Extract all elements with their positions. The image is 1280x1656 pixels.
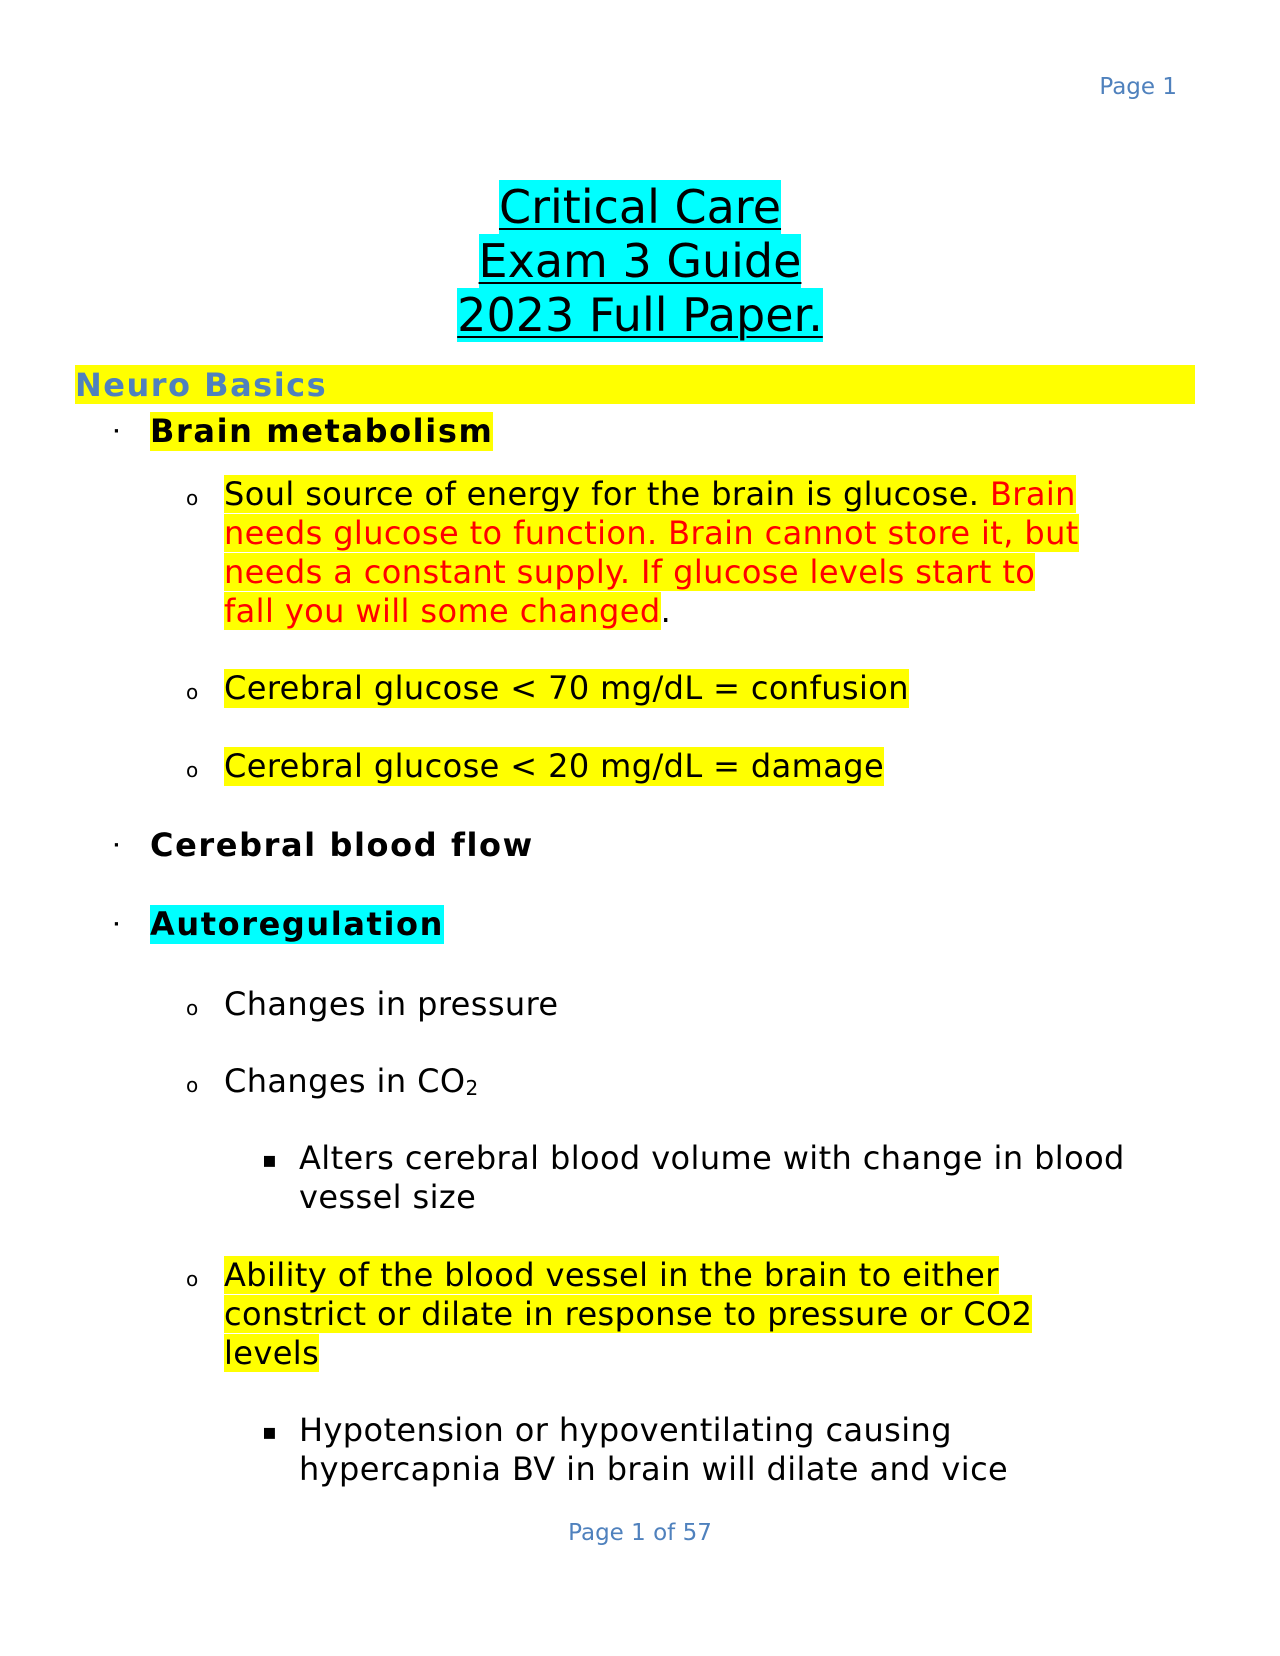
bullet-circle-icon: o <box>186 486 199 510</box>
hypotension-line2: hypercapnia BV in brain will dilate and vice <box>299 1450 1009 1488</box>
bullet-circle-icon: o <box>186 1073 199 1097</box>
changes-co2-text: Changes in CO <box>224 1062 466 1100</box>
section-heading-bar <box>75 365 1195 404</box>
bullet-dot-icon: · <box>113 914 121 935</box>
bullet-circle-icon: o <box>186 680 199 704</box>
brain-metabolism-heading: Brain metabolism <box>150 412 494 450</box>
autoregulation-heading: Autoregulation <box>150 905 444 943</box>
page-footer-count: Page 1 of 57 <box>568 1520 712 1546</box>
bullet-circle-icon: o <box>186 1267 199 1291</box>
hypotension-line1: Hypotension or hypoventilating causing <box>299 1411 952 1449</box>
bullet-square-icon: ▪ <box>262 1148 278 1173</box>
vessel-ability-line1: Ability of the blood vessel in the brain to either <box>224 1256 999 1294</box>
bullet-dot-icon: · <box>113 835 121 856</box>
section-heading: Neuro Basics <box>75 366 328 404</box>
glucose-energy-line1: Soul source of energy for the brain is glucose. <box>224 475 990 513</box>
title-line-3: 2023 Full Paper. <box>457 288 823 342</box>
glucose-energy-line1-red: Brain <box>989 475 1076 513</box>
co2-subscript: 2 <box>465 1076 479 1100</box>
vessel-ability-line3: levels <box>224 1334 320 1372</box>
glucose-20-text: Cerebral glucose < 20 mg/dL = damage <box>224 747 885 785</box>
glucose-energy-period: . <box>660 592 672 630</box>
cerebral-blood-flow-heading: Cerebral blood flow <box>150 826 534 864</box>
bullet-square-icon: ▪ <box>262 1420 278 1445</box>
page-header-label: Page 1 <box>1099 74 1177 100</box>
blood-volume-line2: vessel size <box>299 1178 477 1216</box>
glucose-70-text: Cerebral glucose < 70 mg/dL = confusion <box>224 669 909 707</box>
glucose-energy-line4: fall you will some changed <box>224 592 661 630</box>
changes-pressure-text: Changes in pressure <box>224 985 559 1023</box>
bullet-circle-icon: o <box>186 996 199 1020</box>
title-line-2: Exam 3 Guide <box>478 234 802 288</box>
blood-volume-line1: Alters cerebral blood volume with change in blood <box>299 1139 1125 1177</box>
bullet-circle-icon: o <box>186 758 199 782</box>
vessel-ability-line2: constrict or dilate in response to pressure or CO2 <box>224 1295 1033 1333</box>
document-title <box>0 180 1280 342</box>
glucose-energy-line2: needs glucose to function. Brain cannot store it, but <box>224 514 1079 552</box>
bullet-dot-icon: · <box>113 421 121 442</box>
title-line-1: Critical Care <box>498 180 782 234</box>
glucose-energy-line3: needs a constant supply. If glucose levels start to <box>224 553 1036 591</box>
